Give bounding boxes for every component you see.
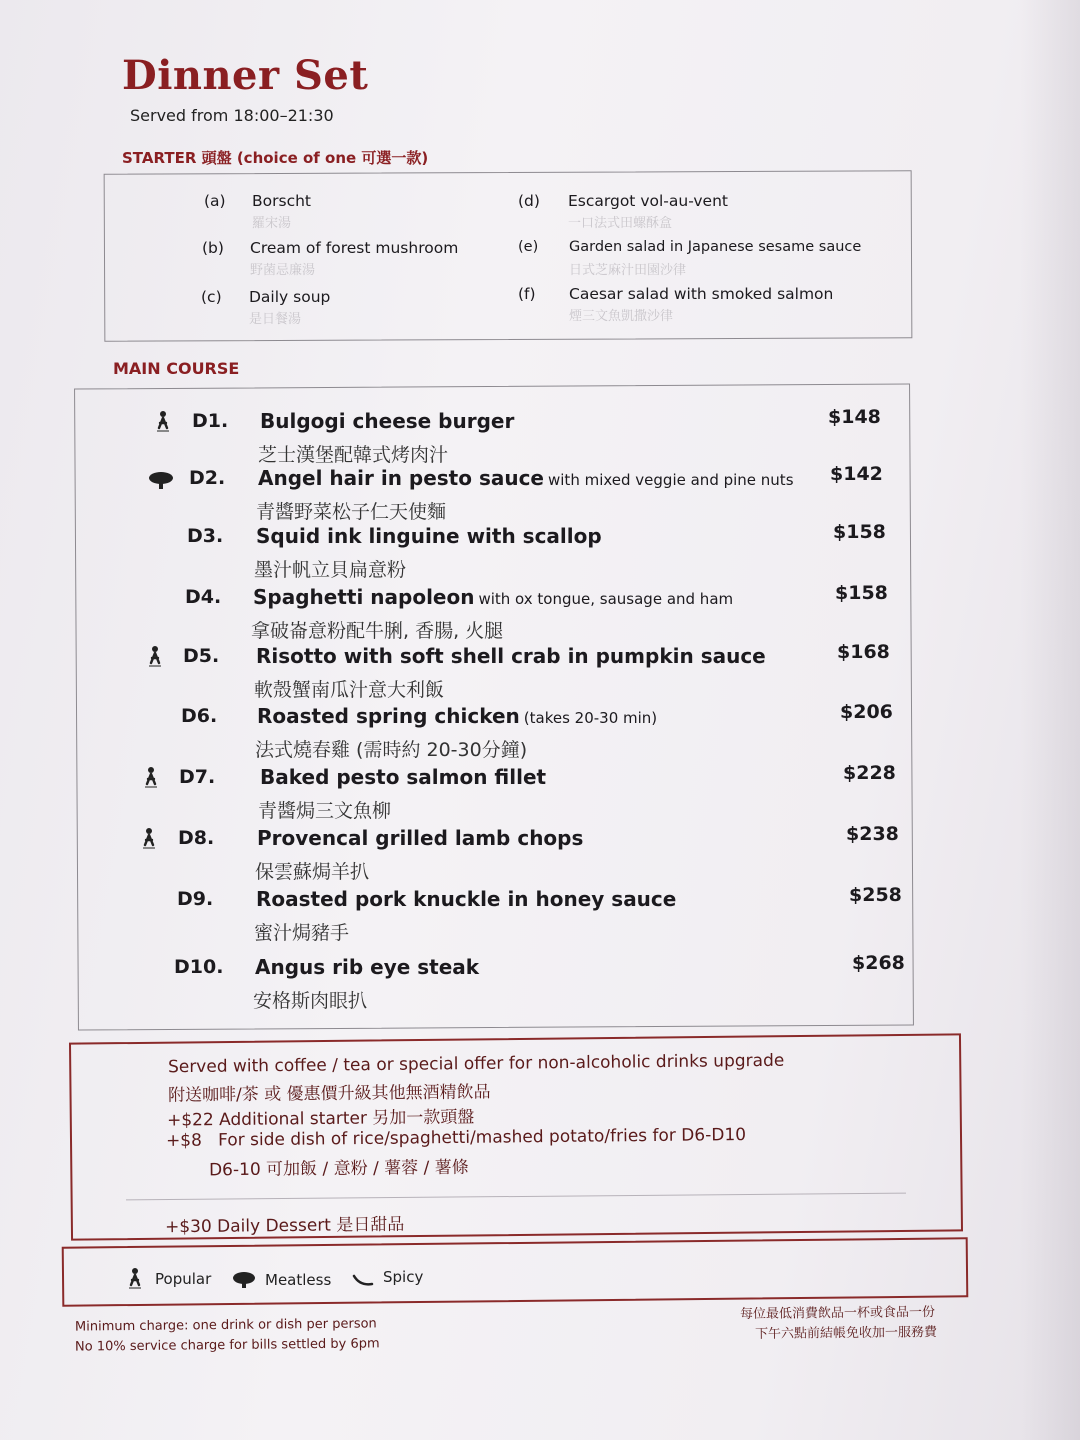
dish-name [256, 887, 676, 911]
starter-name-zh: 煙三文魚凱撒沙律 [569, 309, 674, 324]
extras-starter-line: +$22 Additional starter 另加一款頭盤 [166, 1107, 475, 1131]
legend-meatless-label: Meatless [265, 1271, 332, 1289]
legend-popular-label: Popular [155, 1270, 212, 1288]
main-course-item [0, 521, 1080, 583]
starter-heading: STARTER 頭盤 (choice of one 可選一款) [122, 149, 429, 167]
dish-name-text: Angel hair in pesto sauce [258, 466, 544, 490]
service-charge-note: No 10% service charge for bills settled by 6pm [74, 1336, 380, 1355]
dish-code: D4. [185, 586, 222, 608]
starter-name: Borscht [252, 192, 311, 210]
dish-code: D8. [178, 827, 215, 849]
extras-dessert-line: +$30 Daily Dessert 是日甜品 [164, 1214, 405, 1238]
dish-note: with ox tongue, sausage and ham [478, 590, 734, 608]
dish-name [258, 466, 794, 490]
legend-spicy-label: Spicy [383, 1268, 424, 1286]
dish-price: $228 [843, 762, 896, 784]
dish-name [256, 644, 766, 668]
main-course-item [0, 582, 1080, 644]
dish-code: D5. [183, 645, 220, 667]
dish-name [255, 955, 479, 979]
starter-code: (d) [518, 192, 540, 210]
dish-name-zh: 芝士漢堡配韓式烤肉汁 [258, 444, 449, 466]
starter-name-zh: 羅宋湯 [252, 216, 292, 231]
starter-code: (e) [518, 239, 539, 255]
starter-code: (f) [518, 285, 536, 303]
starter-name-zh: 是日餐湯 [249, 312, 302, 327]
dish-name-text: Risotto with soft shell crab in pumpkin sauce [256, 644, 766, 668]
starter-code: (a) [204, 192, 226, 210]
dish-code: D7. [179, 766, 216, 788]
main-course-item [0, 762, 1080, 824]
serving-hours: Served from 18:00–21:30 [130, 106, 334, 125]
extras-drink-line: Served with coffee / tea or special offer for non-alcoholic drinks upgrade [167, 1050, 785, 1078]
dish-name-zh: 墨汁帆立貝扁意粉 [254, 559, 407, 581]
dish-name [260, 765, 546, 789]
dish-name-zh: 蜜汁焗豬手 [254, 922, 350, 944]
main-course-item [0, 701, 1080, 763]
dish-price: $258 [849, 884, 902, 906]
meatless-icon [232, 1271, 254, 1295]
dish-name-text: Spaghetti napoleon [253, 585, 475, 609]
dish-name-text: Provencal grilled lamb chops [257, 826, 584, 850]
dish-name [257, 826, 583, 850]
main-course-item [0, 641, 1080, 703]
dish-price: $148 [828, 406, 881, 428]
dish-name-zh: 保雲蘇焗羊扒 [255, 861, 370, 883]
starter-name: Escargot vol-au-vent [568, 192, 728, 210]
main-course-item [0, 823, 1080, 885]
dish-code: D6. [181, 705, 218, 727]
dish-price: $158 [835, 582, 888, 604]
dish-code: D9. [177, 888, 214, 910]
dish-name [256, 524, 602, 548]
starter-name: Garden salad in Japanese sesame sauce [569, 239, 862, 255]
main-course-item [0, 952, 1080, 1014]
dish-name-text: Squid ink linguine with scallop [256, 524, 602, 548]
dish-note: (takes 20-30 min) [523, 709, 658, 727]
main-course-item [0, 463, 1080, 525]
minimum-charge-note: Minimum charge: one drink or dish per person [74, 1316, 377, 1335]
starter-name: Cream of forest mushroom [250, 239, 459, 257]
dish-price: $206 [840, 701, 893, 723]
service-charge-note-zh: 下午六點前結帳免收加一服務費 [754, 1325, 938, 1342]
dish-price: $268 [852, 952, 905, 974]
dish-name-text: Roasted pork knuckle in honey sauce [256, 887, 677, 911]
dish-price: $158 [833, 521, 886, 543]
extras-side-dish-line: +$8 For side dish of rice/spaghetti/mashed potato/fries for D6-D10 [165, 1124, 747, 1152]
starter-name: Caesar salad with smoked salmon [569, 285, 834, 303]
popular-icon [144, 645, 166, 669]
dish-name-text: Bulgogi cheese burger [260, 409, 515, 433]
dish-name-zh: 法式燒春雞 (需時約 20-30分鐘) [255, 739, 528, 761]
popular-icon [124, 1267, 146, 1291]
dish-name [260, 409, 514, 433]
dish-name [257, 704, 657, 728]
dish-name-text: Roasted spring chicken [257, 704, 520, 728]
dish-code: D10. [174, 956, 224, 978]
dish-name-zh: 安格斯肉眼扒 [253, 990, 368, 1012]
starter-code: (b) [202, 239, 224, 257]
dish-price: $168 [837, 641, 890, 663]
starter-code: (c) [201, 288, 222, 306]
starter-name-zh: 日式芝麻汁田園沙律 [569, 263, 687, 278]
dish-name-zh: 軟殼蟹南瓜汁意大利飯 [254, 679, 445, 701]
dish-code: D2. [189, 467, 226, 489]
extras-side-dish-line-zh: D6-10 可加飯 / 意粉 / 薯蓉 / 薯條 [208, 1157, 469, 1181]
dish-note: with mixed veggie and pine nuts [548, 471, 794, 489]
dish-name-text: Angus rib eye steak [255, 955, 480, 979]
starter-name-zh: 野菌忌廉湯 [250, 263, 316, 278]
spicy-icon [352, 1270, 374, 1294]
dish-name-zh: 青醬野菜松子仁天使麵 [256, 501, 447, 523]
starter-name: Daily soup [249, 288, 331, 306]
minimum-charge-note-zh: 每位最低消費飲品一杯或食品一份 [739, 1304, 936, 1323]
starter-name-zh: 一口法式田螺酥盒 [568, 216, 673, 231]
popular-icon [138, 827, 160, 851]
dish-price: $238 [846, 823, 899, 845]
dish-code: D1. [192, 410, 229, 432]
dish-name [253, 585, 733, 609]
main-course-heading: MAIN COURSE [113, 359, 240, 378]
main-course-item [0, 884, 1080, 946]
dish-name-text: Baked pesto salmon fillet [260, 765, 547, 789]
popular-icon [140, 766, 162, 790]
meatless-icon [148, 471, 170, 495]
dish-name-zh: 拿破崙意粉配牛脷, 香腸, 火腿 [251, 620, 504, 642]
page-title: Dinner Set [122, 52, 369, 99]
extras-drink-line-zh: 附送咖啡/茶 或 優惠價升級其他無酒精飲品 [167, 1082, 491, 1106]
dish-code: D3. [187, 525, 224, 547]
main-course-item [0, 406, 1080, 468]
dish-name-zh: 青醬焗三文魚柳 [258, 800, 392, 822]
dish-price: $142 [830, 463, 883, 485]
popular-icon [152, 410, 174, 434]
